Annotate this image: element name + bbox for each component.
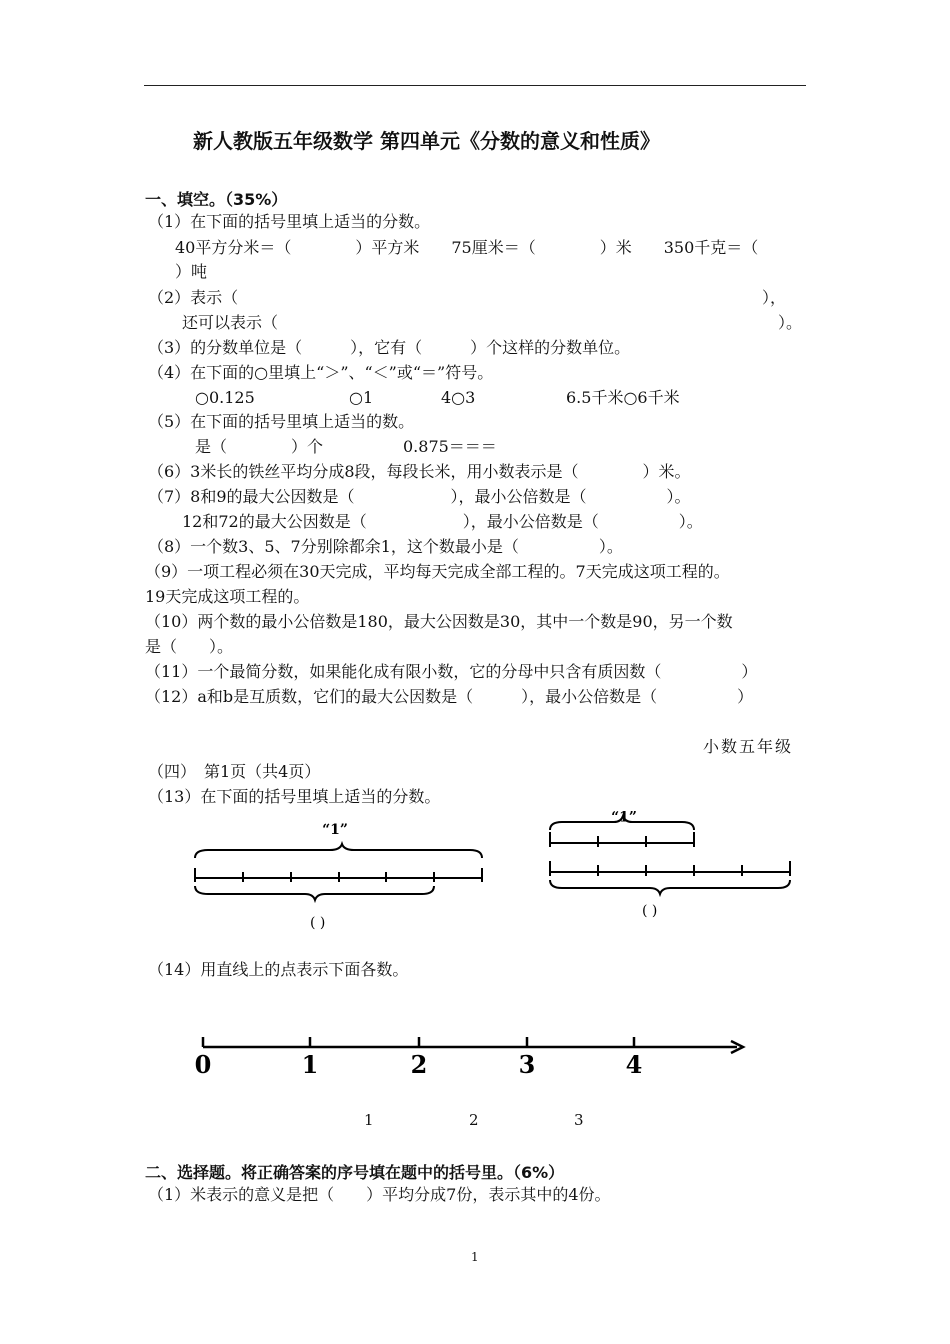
footer-grade: 小数五年级 bbox=[703, 737, 794, 756]
q13-text: （13）在下面的括号里填上适当的分数。 bbox=[148, 787, 441, 806]
q4-item2: ○1 bbox=[349, 388, 374, 407]
q3-text: （3）的分数单位是（ ），它有（ ）个这样的分数单位。 bbox=[148, 338, 631, 357]
q13-right-unit-ticks bbox=[550, 832, 694, 847]
section2-q1: （1）米表示的意义是把（ ）平均分成7份，表示其中的4份。 bbox=[148, 1185, 611, 1204]
q5-text: （5）在下面的括号里填上适当的数。 bbox=[148, 412, 415, 431]
q10-line2: 是（ ）。 bbox=[145, 637, 234, 656]
q10-text: （10）两个数的最小公倍数是180，最大公因数是30，其中一个数是90，另一个数 bbox=[145, 612, 733, 631]
q12-text: （12）a和b是互质数，它们的最大公因数是（ ），最小公倍数是（ ） bbox=[145, 687, 754, 706]
q1-line: 40平方分米＝（ ）平方米 75厘米＝（ ）米 350千克＝（ bbox=[175, 238, 759, 257]
q5-item2: 0.875＝＝＝ bbox=[403, 437, 497, 456]
q4-item4: 6.5千米○6千米 bbox=[566, 388, 680, 407]
header-rule bbox=[144, 85, 806, 86]
q14-number-3: 3 bbox=[574, 1111, 584, 1129]
q14-number-1: 1 bbox=[364, 1111, 374, 1129]
q13-right-ticks bbox=[550, 861, 790, 876]
section2-heading: 二、选择题。将正确答案的序号填在题中的括号里。（6%） bbox=[145, 1163, 565, 1182]
q13-right-blank: ( ) bbox=[642, 903, 658, 919]
number-line bbox=[185, 1025, 755, 1085]
number-line-label-0: 0 bbox=[194, 1050, 212, 1079]
q2-close2: ）。 bbox=[778, 313, 803, 332]
q9-text: （9）一项工程必须在30天完成，平均每天完成全部工程的。7天完成这项工程的。 bbox=[145, 562, 730, 581]
q2-text: （2）表示（ bbox=[148, 288, 239, 307]
q13-left-ticks bbox=[195, 868, 482, 882]
page-number: 1 bbox=[471, 1250, 479, 1264]
number-line-label-4: 4 bbox=[625, 1050, 643, 1079]
q2-line2: 还可以表示（ bbox=[182, 313, 279, 332]
number-line-label-1: 1 bbox=[301, 1050, 319, 1079]
q4-item1: ○0.125 bbox=[195, 388, 255, 407]
page-info: （四） 第1页（共4页） bbox=[148, 762, 321, 781]
page-title: 新人教版五年级数学 第四单元《分数的意义和性质》 bbox=[193, 129, 660, 153]
number-line-ticks bbox=[203, 1037, 634, 1047]
q13-right-bottom-brace bbox=[550, 880, 790, 894]
q1-text: （1）在下面的括号里填上适当的分数。 bbox=[148, 212, 431, 231]
q4-text: （4）在下面的○里填上“＞”、“＜”或“＝”符号。 bbox=[148, 363, 494, 382]
q5-item1: 是（ ）个 bbox=[195, 437, 324, 456]
q14-text: （14）用直线上的点表示下面各数。 bbox=[148, 960, 409, 979]
q8-text: （8）一个数3、5、7分别除都余1，这个数最小是（ ）。 bbox=[148, 537, 623, 556]
q4-item3: 4○3 bbox=[441, 388, 476, 407]
q13-diagrams bbox=[180, 808, 800, 938]
q7-line2: 12和72的最大公因数是（ ），最小公倍数是（ ）。 bbox=[182, 512, 703, 531]
q2-close: ）， bbox=[762, 288, 787, 307]
q13-left-bottom-brace bbox=[195, 886, 434, 900]
q1-line-cont: ）吨 bbox=[175, 262, 208, 281]
q13-left-blank: ( ) bbox=[310, 915, 326, 931]
section1-heading: 一、填空。（35%） bbox=[145, 190, 288, 209]
q11-text: （11）一个最简分数，如果能化成有限小数，它的分母中只含有质因数（ ） bbox=[145, 662, 758, 681]
number-line-label-2: 2 bbox=[410, 1050, 428, 1079]
q13-left-label: “1” bbox=[322, 822, 348, 838]
number-line-label-3: 3 bbox=[518, 1050, 536, 1079]
q7-text: （7）8和9的最大公因数是（ ），最小公倍数是（ ）。 bbox=[148, 487, 691, 506]
q13-right-label: “1” bbox=[611, 809, 637, 826]
q6-text: （6）3米长的铁丝平均分成8段，每段长米，用小数表示是（ ）米。 bbox=[148, 462, 691, 481]
q13-left-top-brace bbox=[195, 844, 482, 858]
q9-line2: 19天完成这项工程的。 bbox=[145, 587, 310, 606]
q14-number-2: 2 bbox=[469, 1111, 479, 1129]
